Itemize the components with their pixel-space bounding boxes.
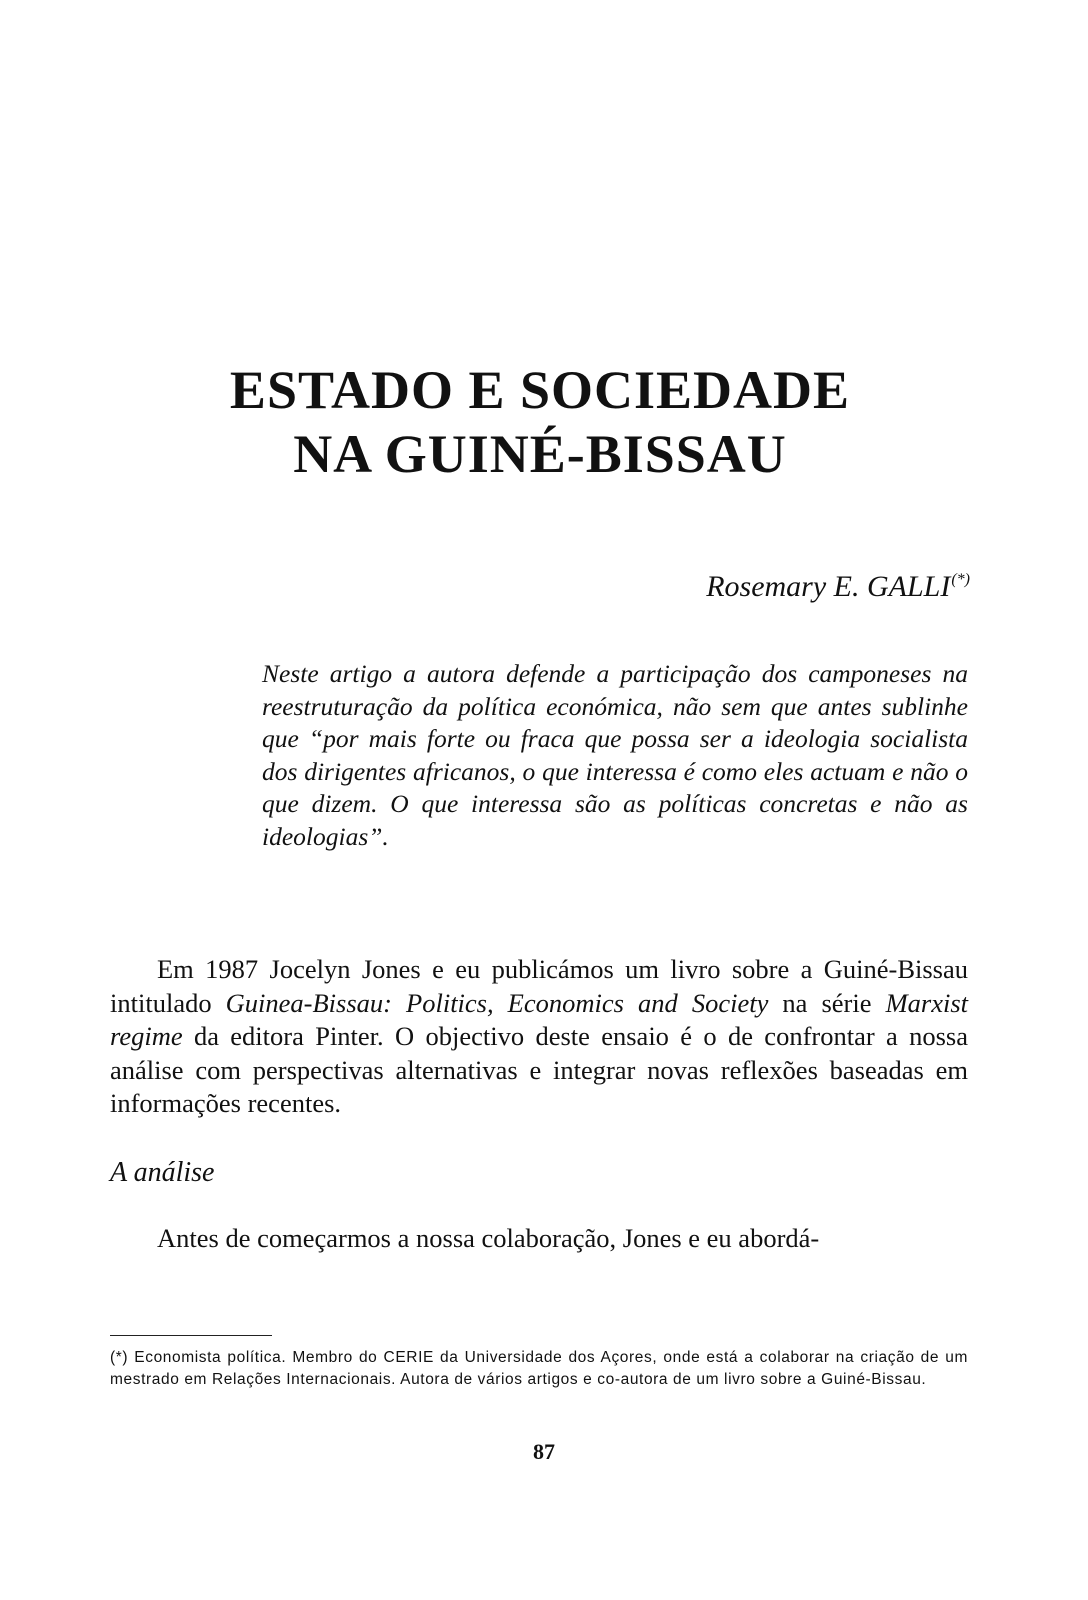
page-number: 87 (533, 1439, 555, 1464)
abstract: Neste artigo a autora defende a participação dos camponeses na reestruturação da política económica, não sem que antes sublinhe que “por mais forte ou fraca que possa ser a ideologia socialista dos dirigentes africanos, o que interessa é como eles actuam e não o que dizem. O que interessa são as políticas concretas e não as ideologias”. (262, 659, 968, 851)
intro-text-2: na série (768, 987, 886, 1018)
intro-text-1: Em 1987 Jocelyn Jones e eu publicámos um livro sobre a Guiné-Bissau intitulado (110, 954, 968, 1018)
footnote: (*) Economista política. Membro do CERIE da Universidade dos Açores, onde está a colaborar na criação de um mestrado em Relações Internacionais. Autora de vários artigos e co-autora de um livro sobre a Guiné-Bissau. (110, 1349, 968, 1388)
section-heading: A análise (110, 1157, 215, 1188)
footnote-separator (110, 1335, 272, 1336)
article-title (110, 358, 970, 486)
intro-paragraph (110, 953, 968, 1121)
series-name: Marxist regime (110, 987, 968, 1051)
intro-text-3: da editora Pinter. O objectivo deste ensaio é o de confrontar a nossa análise com perspectivas alternativas e integrar novas reflexões baseadas em informações recentes. (110, 1021, 968, 1118)
author-byline (706, 560, 970, 607)
section-first-line: Antes de começarmos a nossa colaboração, Jones e eu abordá- (157, 1223, 820, 1253)
title-line-2: NA GUINÉ-BISSAU (293, 424, 787, 484)
author-name: Rosemary E. GALLI (706, 570, 951, 603)
title-line-1: ESTADO E SOCIEDADE (229, 360, 851, 420)
author-footnote-mark: (*) (951, 571, 970, 588)
book-title: Guinea-Bissau: Politics, Economics and Society (225, 987, 769, 1018)
